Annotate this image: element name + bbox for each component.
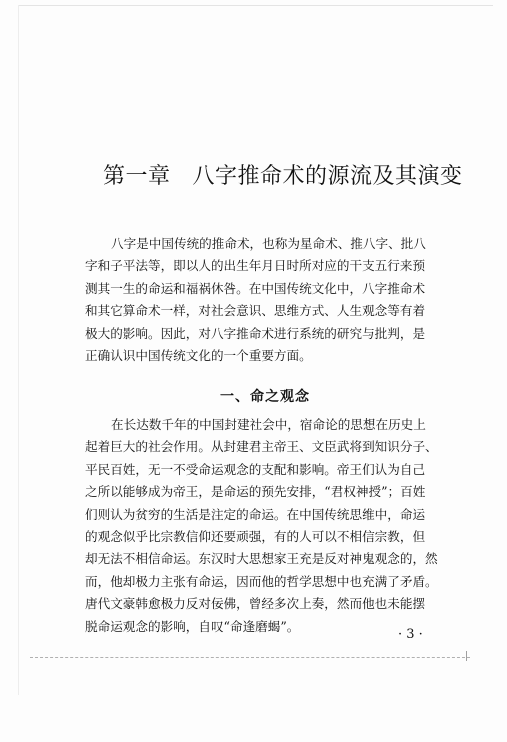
intro-paragraph (85, 233, 449, 367)
bottom-mark (466, 651, 471, 661)
page-number: · 3 · (398, 627, 423, 642)
chapter-title-text: 八字推命术的源流及其演变 (192, 163, 463, 189)
paragraph-line: 而，他却极力主张有命运，因而他的哲学思想中也充满了矛盾。 (85, 573, 438, 589)
paragraph-line: 极大的影响。因此，对八字推命术进行系统的研究与批判，是 (85, 325, 426, 341)
paragraph-line: 正确认识中国传统文化的一个重要方面。 (85, 348, 312, 364)
chapter-number: 第一章 (103, 163, 171, 189)
paragraph-line: 们则认为贫穷的生活是注定的命运。在中国传统思维中，命运 (85, 506, 426, 522)
paragraph-line: 之所以能够成为帝王，是命运的预先安排，“君权神授”；百姓 (85, 484, 426, 500)
paragraph-line: 脱命运观念的影响，自叹“命逢磨蝎”。 (85, 618, 300, 634)
section-heading: 一、命之观念 (220, 388, 310, 405)
section-paragraph (85, 414, 449, 638)
paragraph-line: 字和子平法等，即以人的出生年月日时所对应的干支五行来预 (85, 258, 426, 274)
paragraph-line: 在长达数千年的中国封建社会中，宿命论的思想在历史上 (111, 417, 426, 432)
bottom-rule (30, 657, 470, 658)
paragraph-line: 平民百姓，无一不受命运观念的支配和影响。帝王们认为自己 (85, 461, 426, 477)
paragraph-line: 和其它算命术一样，对社会意识、思维方式、人生观念等有着 (85, 303, 426, 319)
scan-edge-top (18, 5, 493, 6)
paragraph-line: 测其一生的命运和福祸休咎。在中国传统文化中，八字推命术 (85, 280, 426, 296)
paragraph-line: 八字是中国传统的推命术，也称为星命术、推八字、批八 (111, 236, 426, 251)
scan-edge-left (18, 5, 19, 695)
paragraph-line: 却无法不相信命运。东汉时大思想家王充是反对神鬼观念的，然 (85, 551, 438, 567)
paragraph-line: 起着巨大的社会作用。从封建君主帝王、文臣武将到知识分子、 (85, 439, 438, 455)
paragraph-line: 的观念似乎比宗教信仰还要顽强，有的人可以不相信宗教，但 (85, 529, 426, 545)
chapter-title (103, 159, 463, 190)
paragraph-line: 唐代文豪韩愈极力反对佞佛，曾经多次上奏，然而他也未能摆 (85, 596, 426, 612)
